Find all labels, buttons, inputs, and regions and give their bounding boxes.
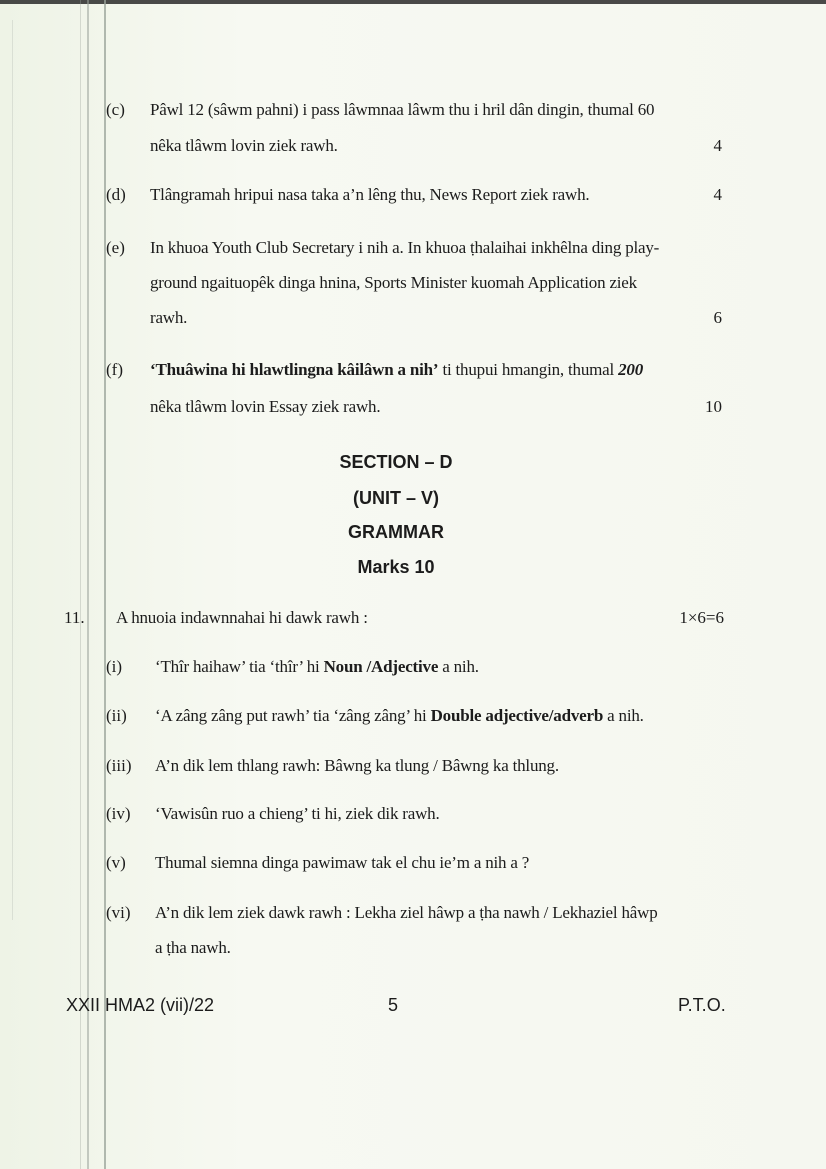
- item-text: ground ngaituopêk dinga hnina, Sports Minister kuomah Application ziek: [150, 273, 637, 292]
- item-text: nêka tlâwm lovin ziek rawh.: [150, 136, 338, 155]
- item-text: nêka tlâwm lovin Essay ziek rawh.: [150, 397, 381, 416]
- question-number: 11.: [64, 608, 85, 627]
- item-label: (c): [106, 100, 125, 119]
- item-label: (i): [106, 657, 123, 676]
- page-number: 5: [388, 995, 399, 1015]
- item-text: a ṭha nawh.: [155, 938, 231, 957]
- item-marks: 4: [713, 136, 722, 155]
- item-text: ‘Thuâwina hi hlawtlingna kâilâwn a nih’ ti thupui hmangin, thumal 200: [150, 360, 643, 379]
- item-label: (d): [106, 185, 126, 204]
- item-text: rawh.: [150, 308, 188, 327]
- item-text: Pâwl 12 (sâwm pahni) i pass lâwmnaa lâwm thu i hril dân dingin, thumal 60: [150, 100, 655, 119]
- item-label: (e): [106, 238, 125, 257]
- question-marks: 1×6=6: [679, 608, 724, 627]
- margin-line: [12, 20, 13, 920]
- item-text: ‘Thîr haihaw’ tia ‘thîr’ hi Noun /Adjective a nih.: [155, 657, 479, 676]
- item-text: A’n dik lem thlang rawh: Bâwng ka tlung / Bâwng ka thlung.: [155, 756, 559, 775]
- item-text: ‘Vawisûn ruo a chieng’ ti hi, ziek dik rawh.: [155, 804, 440, 823]
- item-text: In khuoa Youth Club Secretary i nih a. In khuoa ṭhalaihai inkhêlna ding play-: [150, 238, 660, 257]
- item-marks: 6: [713, 308, 722, 327]
- item-text: ‘A zâng zâng put rawh’ tia ‘zâng zâng’ hi Double adjective/adverb a nih.: [155, 706, 644, 725]
- item-label: (iii): [106, 756, 132, 775]
- question-prompt: A hnuoia indawnnahai hi dawk rawh :: [116, 608, 368, 627]
- section-heading: SECTION – D: [339, 452, 453, 472]
- essay-topic: ‘Thuâwina hi hlawtlingna kâilâwn a nih’: [150, 360, 439, 379]
- paper-code: XXII HMA2 (vii)/22: [66, 995, 215, 1015]
- item-marks: 10: [705, 397, 722, 416]
- item-label: (vi): [106, 903, 131, 922]
- scan-top-edge: [0, 0, 826, 4]
- item-text: A’n dik lem ziek dawk rawh : Lekha ziel hâwp a ṭha nawh / Lekhaziel hâwp: [155, 903, 658, 922]
- item-label: (ii): [106, 706, 127, 725]
- item-label: (iv): [106, 804, 131, 823]
- subject-heading: GRAMMAR: [348, 522, 444, 542]
- item-label: (f): [106, 360, 123, 379]
- margin-line: [87, 0, 89, 1169]
- word-count: 200: [618, 360, 643, 379]
- marks-heading: Marks 10: [357, 557, 435, 577]
- unit-heading: (UNIT – V): [352, 488, 439, 508]
- item-text: Thumal siemna dinga pawimaw tak el chu ie’m a nih a ?: [155, 853, 530, 872]
- pto-label: P.T.O.: [678, 995, 726, 1015]
- item-label: (v): [106, 853, 126, 872]
- item-marks: 4: [713, 185, 722, 204]
- margin-line: [104, 0, 106, 1169]
- margin-line: [80, 0, 81, 1169]
- item-text: Tlângramah hripui nasa taka a’n lêng thu, News Report ziek rawh.: [150, 185, 590, 204]
